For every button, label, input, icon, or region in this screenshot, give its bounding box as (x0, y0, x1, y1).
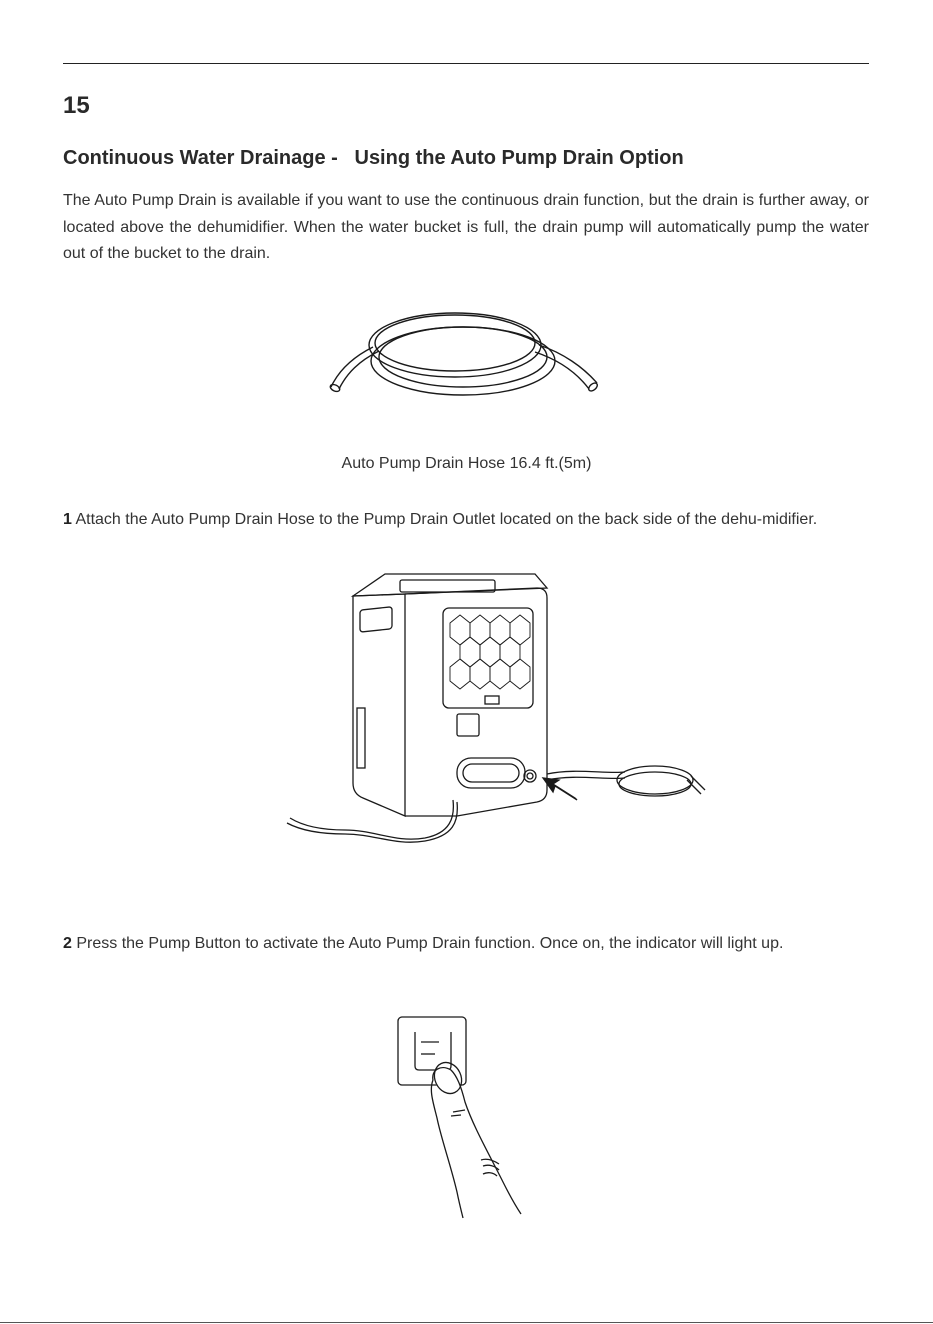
step-1-text: Attach the Auto Pump Drain Hose to the Pump Drain Outlet located on the back side of the dehu-midifier. (75, 511, 818, 528)
finger-press-pump-button-illustration (395, 1014, 530, 1219)
dehumidifier-rear-illustration (285, 568, 715, 848)
intro-paragraph: The Auto Pump Drain is available if you want to use the continuous drain function, but the drain is further away, or located above the dehumidifier. When the water bucket is full, the drain pump will automatically pump the water out of the bucket to the drain. (63, 192, 869, 262)
page-number: 15 (63, 92, 90, 119)
hose-caption: Auto Pump Drain Hose 16.4 ft.(5m) (341, 455, 592, 472)
section-title: Continuous Water Drainage - Using the Auto Pump Drain Option (63, 147, 684, 169)
step-1-number: 1 (63, 511, 72, 528)
coiled-hose-illustration (325, 305, 610, 410)
step-1 (63, 507, 869, 534)
step-2-text: Press the Pump Button to activate the Auto Pump Drain function. Once on, the indicator will light up. (76, 935, 784, 952)
footer-rule (0, 1322, 933, 1323)
step-2-number: 2 (63, 935, 72, 952)
step-2 (63, 931, 869, 958)
header-rule (63, 63, 869, 64)
